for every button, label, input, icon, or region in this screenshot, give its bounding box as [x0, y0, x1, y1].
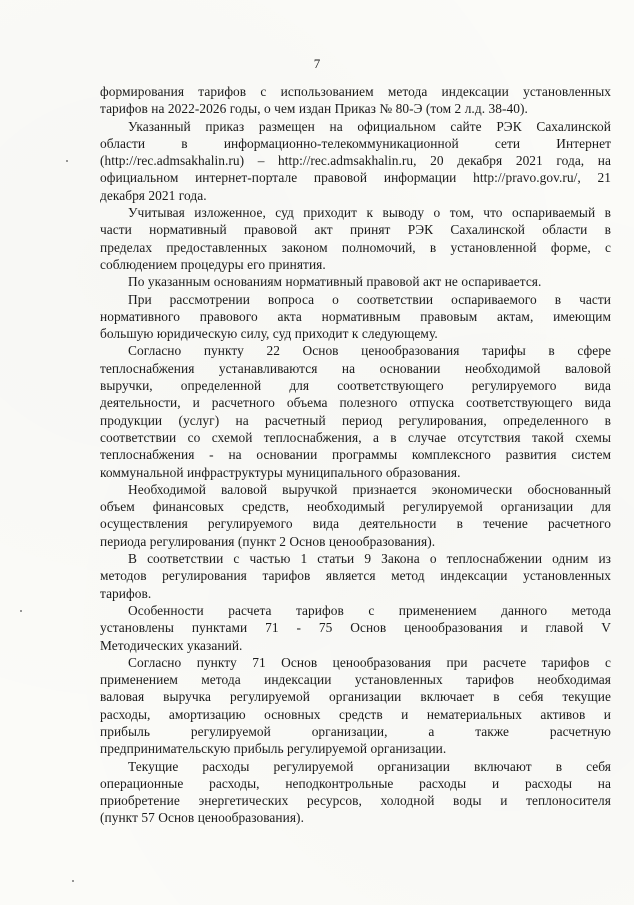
text-line: предпринимательскую прибыль регулируемой организации. — [100, 741, 447, 757]
text-line: тарифов на 2022-2026 годы, о чем издан Приказ № 80-Э (том 2 л.д. 38-40). — [100, 101, 528, 117]
paragraph — [100, 550, 611, 602]
text-line: (пункт 57 Основ ценообразования). — [100, 810, 304, 826]
text-line: Согласно пункту 71 Основ ценообразования при расчете тарифов с — [128, 654, 611, 670]
text-line: методов регулирования тарифов является метод индексации установленных — [100, 568, 611, 584]
text-line: соблюдением процедуры его принятия. — [100, 256, 326, 272]
text-line: пределах предоставленных законом полномочий, в установленной форме, с — [100, 239, 611, 255]
text-line: коммунальной инфраструктуры муниципального образования. — [100, 464, 461, 480]
scan-speck — [20, 610, 22, 612]
text-line: Текущие расходы регулируемой организации включают в себя — [128, 758, 611, 774]
text-line: Учитывая изложенное, суд приходит к выводу о том, что оспариваемый в — [128, 205, 611, 221]
text-line: нормативного правового акта нормативным правовым актам, имеющим — [100, 308, 611, 324]
text-line: приобретение энергетических ресурсов, холодной воды и теплоносителя — [100, 793, 611, 809]
scan-speck — [66, 160, 68, 162]
paragraph — [100, 204, 611, 273]
text-line: Методических указаний. — [100, 637, 243, 653]
text-line: части нормативный правовой акт принят РЭК Сахалинской области в — [100, 222, 611, 238]
text-line: области в информационно-телекоммуникационной сети Интернет — [100, 135, 611, 151]
text-line: При рассмотрении вопроса о соответствии оспариваемого в части — [128, 291, 611, 307]
text-line: Особенности расчета тарифов с применением данного метода — [128, 602, 611, 618]
text-line: тарифов. — [100, 585, 152, 601]
text-line: Необходимой валовой выручкой признается экономически обоснованный — [128, 481, 611, 497]
text-line: деятельности, и расчетного объема полезного отпуска соответствующего вида — [100, 395, 611, 411]
document-body — [100, 83, 611, 827]
text-line: установлены пунктами 71 - 75 Основ ценообразования и главой V — [100, 620, 611, 636]
paragraph — [100, 291, 611, 343]
paragraph — [100, 758, 611, 827]
paragraph — [100, 83, 611, 118]
text-line: объем финансовых средств, необходимый регулируемой организации для — [100, 499, 611, 515]
text-line: В соответствии с частью 1 статьи 9 Закона о теплоснабжении одним из — [128, 551, 611, 567]
text-line: теплоснабжения устанавливаются на основании необходимой валовой — [100, 360, 611, 376]
text-line: теплоснабжения - на основании программы комплексного развития систем — [100, 447, 611, 463]
text-line: периода регулирования (пункт 2 Основ ценообразования). — [100, 533, 436, 549]
text-line: формирования тарифов с использованием метода индексации установленных — [100, 84, 611, 99]
text-line: По указанным основаниям нормативный правовой акт не оспаривается. — [128, 274, 542, 290]
scan-speck — [72, 880, 74, 882]
text-line: большую юридическую силу, суд приходит к следующему. — [100, 326, 438, 342]
text-line: соответствии со схемой теплоснабжения, а в случае отсутствия такой схемы — [100, 429, 611, 445]
text-line: осуществления регулируемого вида деятельности в течение расчетного — [100, 516, 611, 532]
text-line: Указанный приказ размещен на официальном сайте РЭК Сахалинской — [128, 118, 611, 134]
paragraph — [100, 481, 611, 550]
paragraph — [100, 342, 611, 480]
text-line: операционные расходы, неподконтрольные расходы и расходы на — [100, 775, 611, 791]
paragraph — [100, 273, 611, 290]
text-line: (http://rec.admsakhalin.ru) – http://rec.admsakhalin.ru, 20 декабря 2021 года, на — [100, 153, 611, 169]
text-line: прибыль регулируемой организации, а также расчетную — [100, 723, 611, 739]
text-line: валовая выручка регулируемой организации включает в себя текущие — [100, 689, 611, 705]
text-line: применением метода индексации установленных тарифов необходимая — [100, 672, 611, 688]
paragraph — [100, 602, 611, 654]
paragraph — [100, 654, 611, 758]
text-line: официальном интернет-портале правовой информации http://pravo.gov.ru/, 21 — [100, 170, 611, 186]
text-line: Согласно пункту 22 Основ ценообразования тарифы в сфере — [128, 343, 611, 359]
paragraph — [100, 118, 611, 204]
text-line: продукции (услуг) на расчетный период регулирования, определенного в — [100, 412, 611, 428]
text-line: декабря 2021 года. — [100, 187, 207, 203]
page-number: 7 — [313, 56, 321, 71]
text-line: выручки, определенной для соответствующего регулируемого вида — [100, 378, 611, 394]
text-line: расходы, амортизацию основных средств и нематериальных активов и — [100, 706, 611, 722]
